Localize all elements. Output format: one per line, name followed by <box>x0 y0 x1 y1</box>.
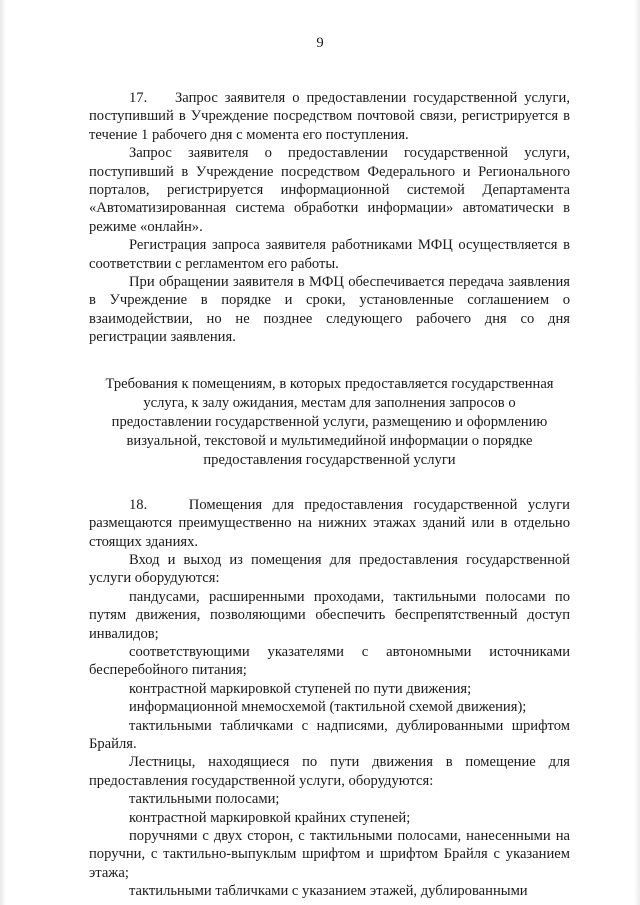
page-edge-left <box>0 0 6 905</box>
list-item-handrails: поручнями с двух сторон, с тактильными полосами, нанесенными на поручни, с тактильно-выпуклым шрифтом и шрифтом Брайля с указанием этажа; <box>89 828 570 881</box>
list-item-edge-step-marking: контрастной маркировкой крайних ступеней; <box>129 809 411 826</box>
list-item-step-marking: контрастной маркировкой ступеней по пути движения; <box>129 680 472 697</box>
document-body <box>89 89 570 901</box>
paragraph-mfc-transfer: При обращении заявителя в МФЦ обеспечивается передача заявления в Учреждение в порядке и сроки, установленные соглашением о взаимодействии, но не позднее следующего рабочего дня со дня регистрации заявления. <box>89 274 570 346</box>
paragraph-stairs: Лестницы, находящиеся по пути движения в помещение для предоставления государственной услуги, оборудуются: <box>89 754 570 789</box>
page-edge-right <box>634 0 640 905</box>
paragraph-18: 18. Помещения для предоставления государственной услуги размещаются преимущественно на нижних этажах зданий или в отдельно стоящих зданиях. <box>89 496 570 550</box>
list-item-signs: соответствующими указателями с автономными источниками бесперебойного питания; <box>89 643 570 679</box>
list-item-tactile-strips: тактильными полосами; <box>129 791 280 808</box>
paragraph-entrance: Вход и выход из помещения для предоставления государственной услуги оборудуются: <box>89 551 570 587</box>
list-item-braille-plates: тактильными табличками с надписями, дублированными шрифтом Брайля. <box>89 717 570 752</box>
paragraph-17: 17. Запрос заявителя о предоставлении государственной услуги, поступивший в Учреждение посредством почтовой связи, регистрируется в течение 1 рабочего дня с момента его поступления. <box>89 90 570 143</box>
paragraph-mfc-registration: Регистрация запроса заявителя работниками МФЦ осуществляется в соответствии с регламентом его работы. <box>89 237 570 272</box>
section-heading: Требования к помещениям, в которых предоставляется государственная услуга, к залу ожидания, местам для заполнения запросов о предоставлении государственной услуги, размещению и оформлению визуальной, текстовой и мультимедийной информации о порядке предоставления государственной услуги <box>105 375 554 468</box>
list-item-ramps: пандусами, расширенными проходами, тактильными полосами по путям движения, позволяющими обеспечить беспрепятственный доступ инвалидов; <box>89 588 570 642</box>
list-item-floor-plates: тактильными табличками с указанием этажей, дублированными <box>129 883 528 900</box>
paragraph-portal-registration: Запрос заявителя о предоставлении государственной услуги, поступивший в Учреждение посредством Федерального и Регионального порталов, регистрируется информационной системой Департамента «Автоматизированная система обработки информации» автоматически в режиме «онлайн». <box>89 145 570 235</box>
page-number: 9 <box>316 35 324 51</box>
list-item-mnemonic-scheme: информационной мнемосхемой (тактильной схемой движения); <box>129 699 527 716</box>
